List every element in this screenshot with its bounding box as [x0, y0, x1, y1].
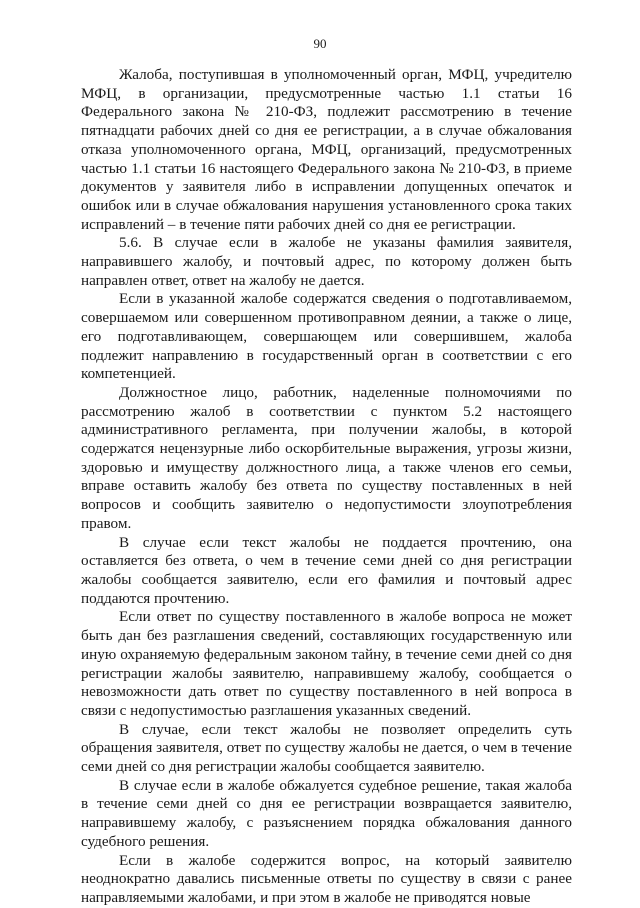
paragraph-repeated-question: Если в жалобе содержится вопрос, на который заявителю неоднократно давались письменные ответы по существу в связи с ранее направляемыми жалобами, и при этом в жалобе не приводятся новые — [81, 851, 572, 906]
paragraph-court-decision: В случае если в жалобе обжалуется судебное решение, такая жалоба в течение семи дней со дня ее регистрации возвращается заявителю, направившему жалобу, с разъяснением порядка обжалования данного судебного решения. — [81, 776, 572, 850]
paragraph-offensive-language: Должностное лицо, работник, наделенные полномочиями по рассмотрению жалоб в соответствии с пунктом 5.2 настоящего административного регламента, при получении жалобы, в которой содержатся нецензурные либо оскорбительные выражения, угрозы жизни, здоровью и имуществу должностного лица, а также членов его семьи, вправе оставить жалобу без ответа по существу поставленных в ней вопросов и сообщить заявителю о недопустимости злоупотребления правом. — [81, 383, 572, 532]
page-number: 90 — [313, 36, 327, 51]
paragraph-state-secret: Если ответ по существу поставленного в жалобе вопроса не может быть дан без разглашения сведений, составляющих государственную или иную охраняемую федеральным законом тайну, в течение семи дней со дня регистрации жалобы заявителю, направившему жалобу, сообщается о невозможности дать ответ по существу поставленного в ней вопроса в связи с недопустимостью разглашения указанных сведений. — [81, 608, 572, 719]
document-body — [81, 66, 572, 908]
paragraph-5-6-no-name-address: 5.6. В случае если в жалобе не указаны фамилия заявителя, направившего жалобу, и почтовый адрес, по которому должен быть направлен ответ, ответ на жалобу не дается. — [81, 234, 572, 289]
paragraph-unreadable-text: В случае если текст жалобы не поддается прочтению, она оставляется без ответа, о чем в течение семи дней со дня регистрации жалобы сообщается заявителю, если его фамилия и почтовый адрес поддаются прочтению. — [81, 533, 572, 607]
paragraph-unlawful-act: Если в указанной жалобе содержатся сведения о подготавливаемом, совершаемом или совершенном противоправном деянии, а также о лице, его подготавливающем, совершающем или совершившем, жалоба подлежит направлению в государственный орган в соответствии с его компетенцией. — [81, 290, 572, 383]
paragraph-complaint-review-period: Жалоба, поступившая в уполномоченный орган, МФЦ, учредителю МФЦ, в организации, предусмотренные частью 1.1 статьи 16 Федерального закона № 210-ФЗ, подлежит рассмотрению в течение пятнадцати рабочих дней со дня ее регистрации, а в случае обжалования отказа уполномоченного органа, МФЦ, организаций, предусмотренных частью 1.1 статьи 16 настоящего Федерального закона № 210-ФЗ, в приеме документов у заявителя либо в исправлении допущенных опечаток и ошибок или в случае обжалования нарушения установленного срока таких исправлений – в течение пяти рабочих дней со дня ее регистрации. — [81, 66, 572, 233]
paragraph-unclear-essence: В случае, если текст жалобы не позволяет определить суть обращения заявителя, ответ по существу жалобы не дается, о чем в течение семи дней со дня регистрации жалобы сообщается заявителю. — [81, 720, 572, 776]
